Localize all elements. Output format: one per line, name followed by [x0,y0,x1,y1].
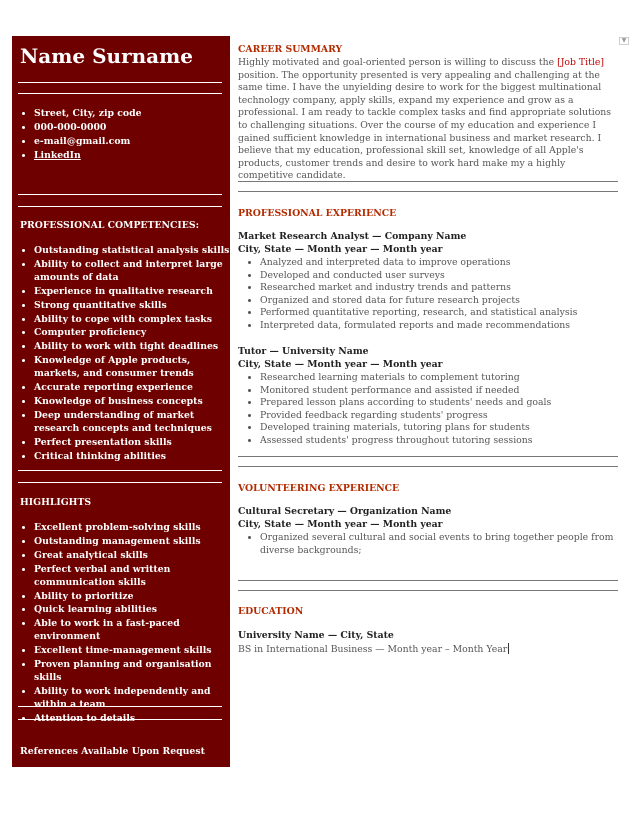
job-bullets [246,257,618,333]
list-item: • Perfect verbal and written communication skills [34,563,230,590]
volunteer-role: Cultural Secretary — Organization Name [238,506,452,517]
list-item: • Proven planning and organisation skills [34,658,230,685]
list-item: • Excellent problem-solving skills [34,521,230,535]
education-degree-line[interactable] [238,643,509,655]
text-cursor [508,643,509,654]
contact-phone: • 000-000-0000 [34,121,230,135]
divider [238,191,618,192]
list-item: • Developed training materials, tutoring plans for students [260,422,618,435]
volunteer-bullets [246,532,618,557]
education-heading: EDUCATION [238,606,304,617]
career-summary-heading: CAREER SUMMARY [238,44,343,55]
list-item: • Ability to cope with complex tasks [34,313,230,327]
highlights-list [20,521,230,726]
list-item: • Ability to prioritize [34,590,230,604]
contact-email[interactable]: • e-mail@gmail.com [34,135,230,149]
list-item: • Accurate reporting experience [34,381,230,395]
summary-text-part: Highly motivated and goal-oriented person is willing to discuss the [238,57,558,68]
divider [18,482,222,483]
job-location: City, State — Month year — Month year [238,359,443,370]
scroll-down-icon[interactable]: ▼ [619,37,629,45]
job-location: City, State — Month year — Month year [238,244,443,255]
list-item: • Researched market and industry trends and patterns [260,282,618,295]
divider [18,470,222,471]
list-item: • Performed quantitative reporting, research, and statistical analysis [260,307,618,320]
job-role: Market Research Analyst — Company Name [238,231,467,242]
list-item: • Provided feedback regarding students' progress [260,410,618,423]
sidebar [12,36,230,767]
list-item: • Organized several cultural and social events to bring together people from diverse backgrounds; [260,532,618,557]
education-degree: BS in International Business — Month year – Month Year [238,644,508,655]
list-item: • Strong quantitative skills [34,299,230,313]
career-summary-text[interactable] [238,57,618,183]
list-item: • Attention to details [34,712,230,726]
summary-text-part: position. The opportunity presented is very appealing and challenging at the same time. I have the unyielding desire to work for the biggest multinational technology company, apply skills, expand my experience and grow as a professional. I am ready to tackle complex tasks and find appropriate solutions to challenging situations. Over the course of my education and experience I gained sufficient knowledge in international business and market research. I believe that my education, professional skill set, knowledge of all Apple's products, customer trends and desire to work hard make my a highly competitive candidate. [238,69,612,182]
job-bullets [246,372,618,448]
list-item: • Knowledge of business concepts [34,395,230,409]
divider [238,580,618,581]
highlights-heading: HIGHLIGHTS [20,497,92,508]
list-item: • Monitored student performance and assisted if needed [260,385,618,398]
volunteering-heading: VOLUNTEERING EXPERIENCE [238,483,400,494]
divider [18,194,222,195]
list-item: • Assessed students' progress throughout tutoring sessions [260,435,618,448]
list-item: • Researched learning materials to complement tutoring [260,372,618,385]
competencies-heading: PROFESSIONAL COMPETENCIES: [20,220,200,231]
references-note: References Available Upon Request [20,746,205,757]
list-item: • Outstanding management skills [34,535,230,549]
list-item: • Knowledge of Apple products, markets, and consumer trends [34,354,230,381]
education-school: University Name — City, State [238,630,394,641]
volunteer-location: City, State — Month year — Month year [238,519,443,530]
divider [18,206,222,207]
list-item: • Organized and stored data for future research projects [260,295,618,308]
list-item: • Ability to collect and interpret large amounts of data [34,258,230,285]
list-item: • Ability to work independently and within a team [34,685,230,712]
divider [238,590,618,591]
list-item: • Perfect presentation skills [34,436,230,450]
divider [238,456,618,457]
list-item: • Interpreted data, formulated reports and made recommendations [260,320,618,333]
contact-linkedin[interactable]: • LinkedIn [34,149,230,163]
job-role: Tutor — University Name [238,346,369,357]
list-item: • Prepared lesson plans according to students' needs and goals [260,397,618,410]
list-item: • Excellent time-management skills [34,644,230,658]
list-item: • Ability to work with tight deadlines [34,340,230,354]
divider [18,93,222,94]
candidate-name: Name Surname [20,44,193,68]
list-item: • Quick learning abilities [34,603,230,617]
list-item: • Deep understanding of market research concepts and techniques [34,409,230,436]
divider [238,181,618,182]
list-item: • Analyzed and interpreted data to improve operations [260,257,618,270]
experience-heading: PROFESSIONAL EXPERIENCE [238,208,397,219]
list-item: • Developed and conducted user surveys [260,270,618,283]
list-item: • Able to work in a fast-paced environment [34,617,230,644]
divider [18,82,222,83]
list-item: • Critical thinking abilities [34,450,230,464]
job-title-placeholder[interactable]: [Job Title] [557,57,604,68]
contact-address: • Street, City, zip code [34,107,230,121]
list-item: • Experience in qualitative research [34,285,230,299]
divider [18,706,222,707]
divider [238,466,618,467]
list-item: • Computer proficiency [34,326,230,340]
list-item: • Outstanding statistical analysis skills [34,244,230,258]
contact-list [20,107,230,163]
list-item: • Great analytical skills [34,549,230,563]
divider [18,719,222,720]
competencies-list [20,244,230,464]
